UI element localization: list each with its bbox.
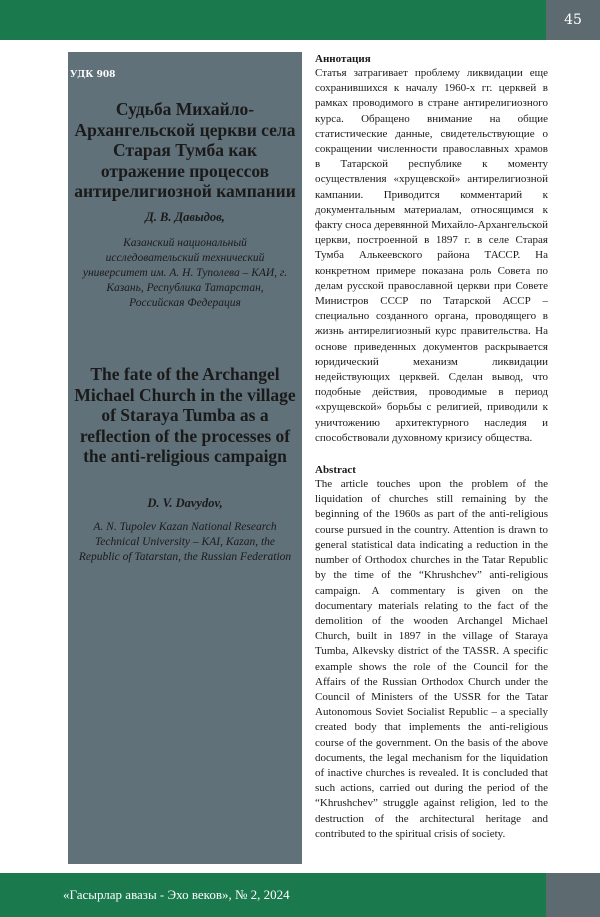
title-english: The fate of the Archangel Michael Church in the village of Staraya Tumba as a reflection of the processes of the anti-religious campaign — [70, 364, 300, 467]
title-russian: Судьба Михайло-Архангельской церкви села Старая Тумба как отражение процессов антирелигиозной кампании — [70, 99, 300, 202]
author-russian: Д. В. Давыдов, — [70, 210, 300, 225]
abstract-russian: Статья затрагивает проблему ликвидации еще сохранившихся к началу 1960-х гг. церквей в рамках проводимого в стране антирелигиозного курса. Обращено внимание на общие статистические данные, свидетельствующие о сокращении численности православных храмов в Татарской республике к моменту осуществления «хрущевской» антирелигиозной кампании. Приводится комментарий к документальным материалам, относящимся к факту сноса деревянной Михайло-Архангельской церкви, построенной в 1897 г. в селе Старая Тумба Алькеевского района ТАССР. На конкретном примере показана роль Совета по делам русской православной церкви при Совете Министров СССР по Татарской АССР – специально созданного органа, проводящего в жизнь антирелигиозный курс правительства. На основе приведенных документов раскрывается юридический механизм ликвидации недействующих церквей. Сделан вывод, что подобные действия, проводимые в период «хрущевской» борьбы с религией, приводили к уничтожению архитектурного наследия и способствовали духовному кризису общества. — [315, 66, 548, 446]
top-green-band — [0, 0, 546, 40]
abstract-column — [315, 52, 548, 842]
top-bar — [0, 0, 600, 40]
affiliation-russian: Казанский национальный исследовательский технический университет им. А. Н. Туполева – КАИ, г. Казань, Республика Татарстан, Российская Федерация — [78, 236, 292, 311]
abstract-english: The article touches upon the problem of the liquidation of churches still remaining by the beginning of the 1960s as part of the anti-religious course pursued in the country. Attention is drawn to general statistical data indicating a reduction in the number of Orthodox churches in the Tatar Republic by the time of the “Khrushchev” anti-religious campaign. A commentary is given on the documentary materials relating to the fact of the demolition of the wooden Archangel Michael Church, built in 1897 in the village of Staraya Tumba, Alkevsky district of the TASSR. A specific example shows the role of the Council for the Affairs of the Russian Orthodox Church under the Council of Ministers of the USSR for the Tatar Autonomous Soviet Socialist Republic – a specially created body that implements the anti-religious course of the government. On the basis of the above documents, the legal mechanism for the liquidation of inactive churches is revealed. It is concluded that such actions, carried out during the period of the “Khrushchev” struggle against religion, led to the destruction of the architectural heritage and contributed to the spiritual crisis of society. — [315, 477, 548, 842]
journal-footer: «Гасырлар авазы - Эхо веков», № 2, 2024 — [63, 887, 503, 903]
bottom-grey-box — [546, 873, 600, 917]
abstract-heading-russian: Аннотация — [315, 52, 548, 66]
affiliation-english: A. N. Tupolev Kazan National Research Technical University – KAI, Kazan, the Republic of Tatarstan, the Russian Federation — [78, 520, 292, 565]
page-number: 45 — [546, 0, 600, 40]
udk-code: УДК 908 — [70, 70, 115, 80]
abstract-heading-english: Abstract — [315, 463, 548, 477]
author-english: D. V. Davydov, — [70, 496, 300, 511]
